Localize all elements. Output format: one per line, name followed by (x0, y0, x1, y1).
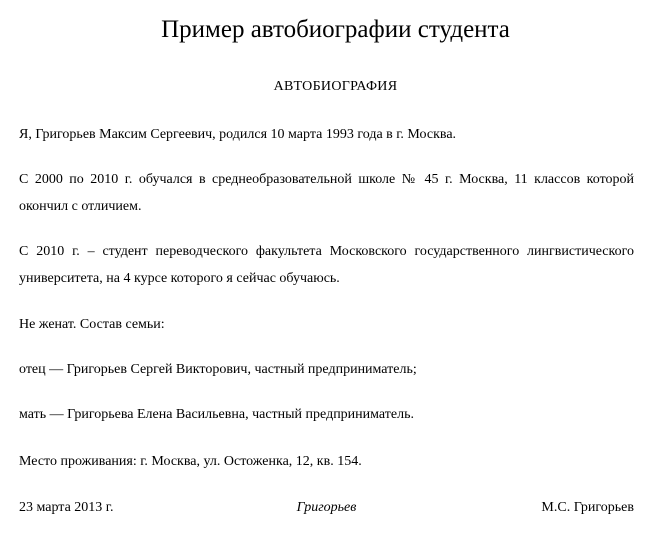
paragraph-university: С 2010 г. – студент переводческого факультета Московского государственного лингвистического университета, на 4 курсе которого я сейчас обучаюсь. (19, 244, 634, 286)
signature-date: 23 марта 2013 г. (19, 500, 114, 515)
signature-row (19, 494, 634, 521)
paragraph-school: С 2000 по 2010 г. обучался в среднеобразовательной школе № 45 г. Москва, 11 классов которой окончил с отличием. (19, 172, 634, 214)
paragraph-residence: Место проживания: г. Москва, ул. Остоженка, 12, кв. 154. (19, 454, 362, 469)
paragraph-family-intro: Не женат. Состав семьи: (19, 317, 165, 332)
handwritten-signature: Григорьев (296, 500, 357, 515)
paragraph-father: отец — Григорьев Сергей Викторович, частный предприниматель; (19, 362, 417, 377)
document-title: Пример автобиографии студента (161, 16, 510, 43)
paragraph-mother: мать — Григорьева Елена Васильевна, частный предприниматель. (19, 407, 414, 422)
signatory-name: М.С. Григорьев (541, 500, 634, 515)
section-heading: АВТОБИОГРАФИЯ (273, 79, 398, 94)
paragraph-birth: Я, Григорьев Максим Сергеевич, родился 10 марта 1993 года в г. Москва. (19, 127, 457, 142)
